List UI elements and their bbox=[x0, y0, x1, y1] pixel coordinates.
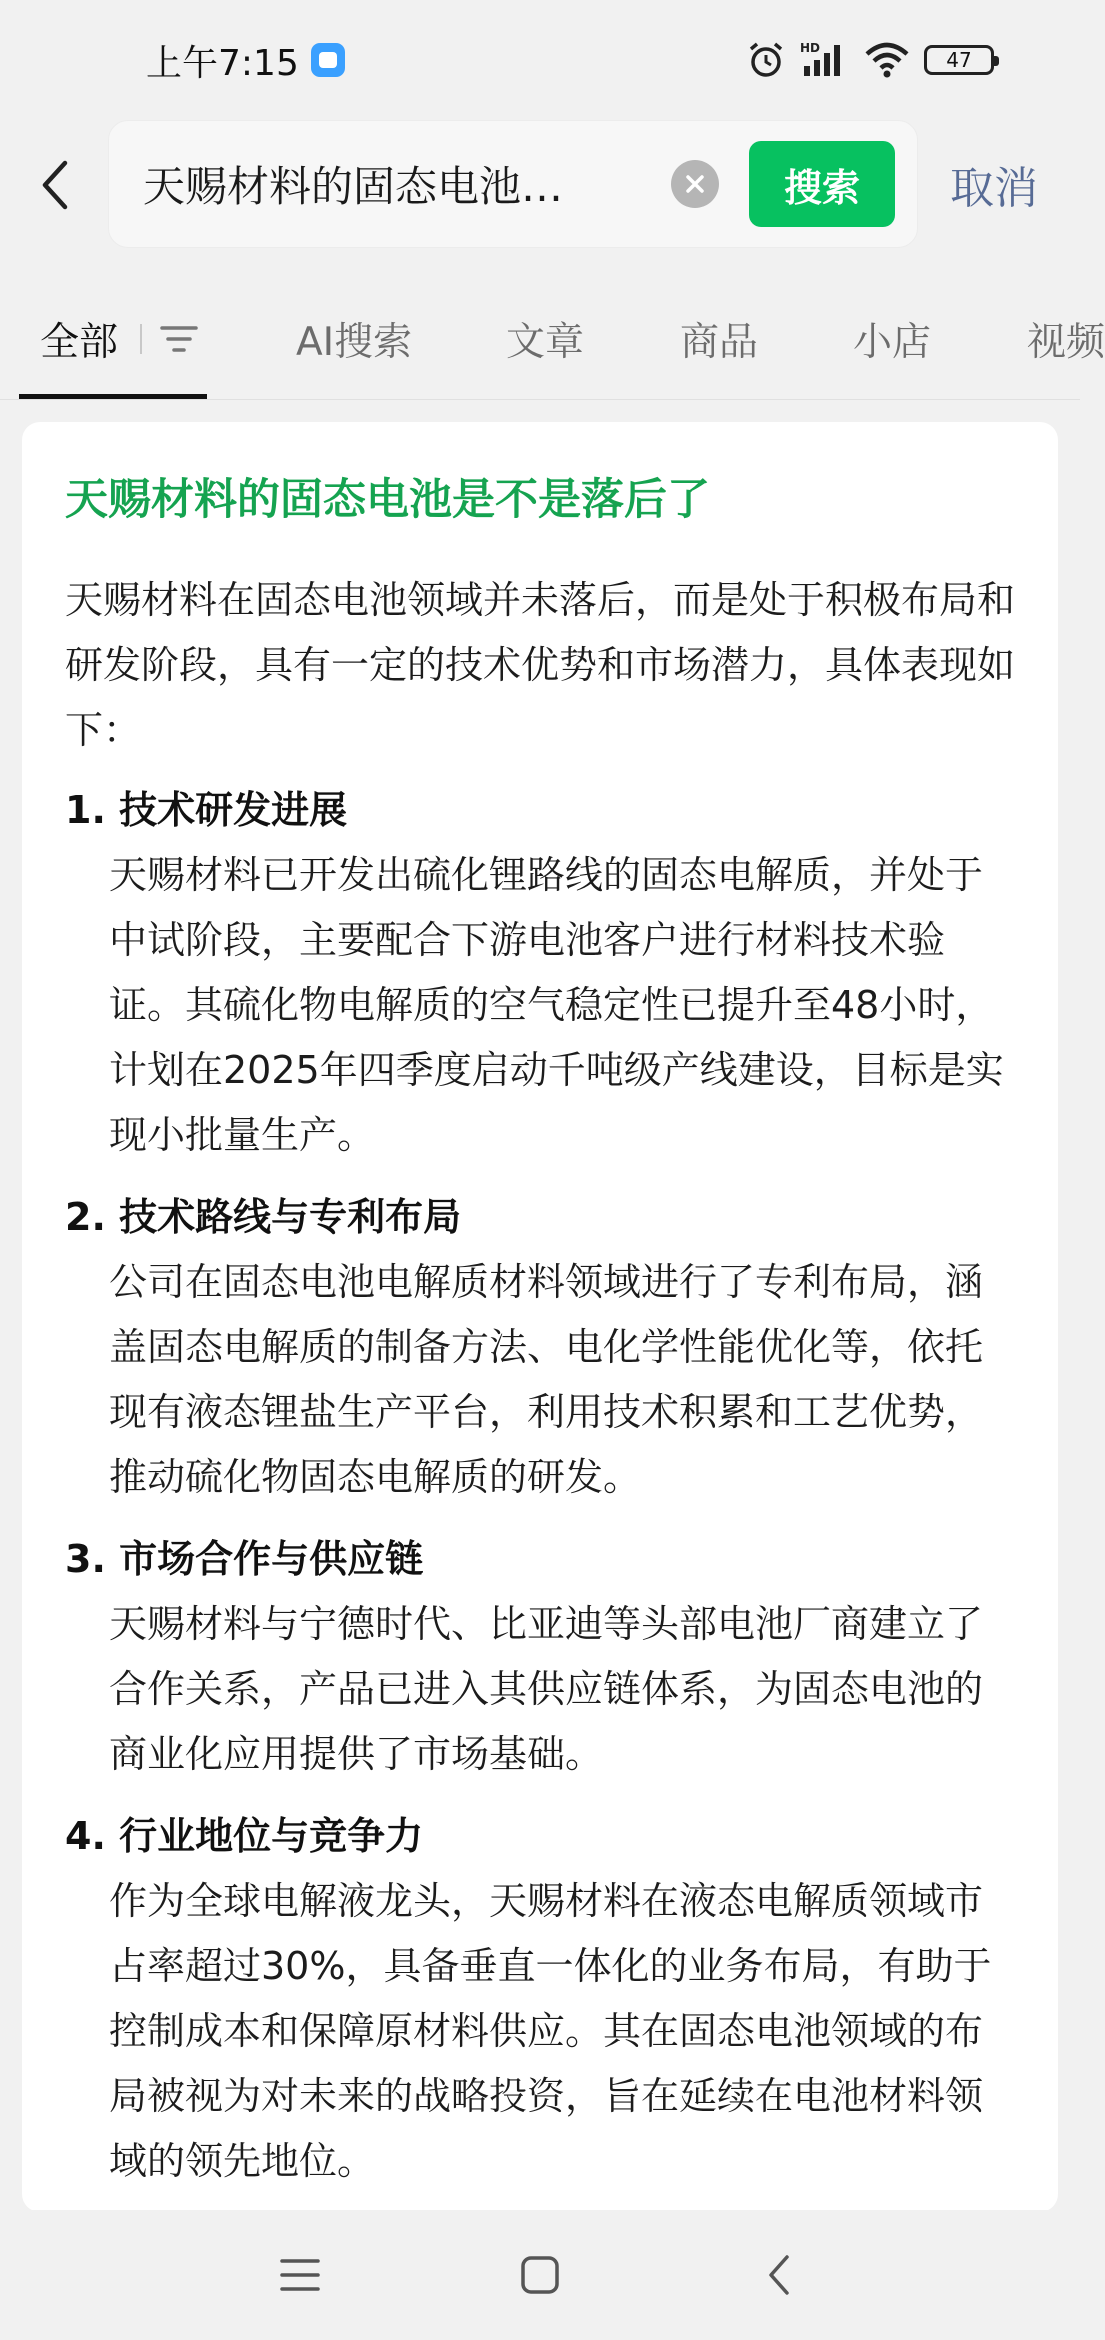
chevron-left-icon bbox=[765, 2253, 795, 2297]
tab-ai-search[interactable] bbox=[296, 278, 412, 400]
tab-label: 文章 bbox=[506, 320, 585, 365]
answer-section bbox=[65, 1184, 1016, 1510]
clear-icon[interactable] bbox=[671, 160, 719, 208]
battery-indicator bbox=[924, 45, 994, 75]
search-box[interactable] bbox=[108, 120, 918, 248]
status-right bbox=[746, 40, 994, 80]
answer-section bbox=[65, 1803, 1016, 2194]
chevron-left-icon bbox=[35, 157, 75, 213]
filter-icon[interactable] bbox=[160, 324, 198, 354]
home-button[interactable] bbox=[420, 2210, 660, 2340]
search-button[interactable]: 搜索 bbox=[749, 141, 895, 227]
status-time: 上午7:15 bbox=[146, 42, 299, 84]
section-heading: 2. 技术路线与专利布局 bbox=[65, 1195, 462, 1239]
svg-text:HD: HD bbox=[800, 41, 821, 55]
tab-label: 视频 bbox=[1027, 320, 1105, 365]
tab-products[interactable] bbox=[680, 278, 758, 400]
section-body: 天赐材料与宁德时代、比亚迪等头部电池厂商建立了合作关系，产品已进入其供应链体系，为固态电池的商业化应用提供了市场基础。 bbox=[109, 1602, 984, 1776]
app-notification-icon bbox=[311, 43, 345, 77]
status-left bbox=[146, 35, 345, 86]
tab-bar bbox=[0, 278, 1105, 400]
section-heading: 4. 行业地位与竞争力 bbox=[65, 1814, 424, 1858]
search-header bbox=[0, 120, 1080, 250]
status-bar bbox=[0, 0, 1080, 120]
section-heading: 3. 市场合作与供应链 bbox=[65, 1537, 424, 1581]
tab-videos[interactable] bbox=[1027, 278, 1105, 400]
tab-articles[interactable] bbox=[506, 278, 584, 400]
search-input[interactable]: 天赐材料的固态电池… bbox=[143, 162, 564, 211]
section-heading: 1. 技术研发进展 bbox=[65, 788, 348, 832]
wifi-icon bbox=[864, 40, 910, 80]
answer-section bbox=[65, 777, 1016, 1168]
cancel-button[interactable]: 取消 bbox=[950, 163, 1038, 214]
section-body: 作为全球电解液龙头，天赐材料在液态电解质领域市占率超过30%，具备垂直一体化的业务布局，有助于控制成本和保障原材料供应。其在固态电池领域的布局被视为对未来的战略投资，旨在延续在电池材料领域的领先地位。 bbox=[109, 1879, 992, 2183]
tab-label: AI搜索 bbox=[296, 320, 413, 365]
answer-intro: 天赐材料在固态电池领域并未落后，而是处于积极布局和研发阶段，具有一定的技术优势和市场潜力，具体表现如下： bbox=[65, 578, 1016, 752]
signal-icon bbox=[800, 40, 850, 80]
section-body: 公司在固态电池电解质材料领域进行了专利布局，涵盖固态电解质的制备方法、电化学性能优化等，依托现有液态锂盐生产平台，利用技术积累和工艺优势，推动硫化物固态电解质的研发。 bbox=[109, 1260, 984, 1499]
menu-button[interactable] bbox=[180, 2210, 420, 2340]
menu-icon bbox=[278, 2255, 322, 2295]
tab-label: 全部 bbox=[40, 320, 119, 365]
tab-label: 商品 bbox=[680, 320, 759, 365]
home-icon bbox=[520, 2255, 560, 2295]
close-icon bbox=[684, 173, 706, 195]
system-back-button[interactable] bbox=[660, 2210, 900, 2340]
tab-label: 小店 bbox=[853, 320, 932, 365]
system-nav-bar bbox=[0, 2210, 1080, 2340]
battery-level: 47 bbox=[946, 48, 972, 72]
answer-section bbox=[65, 1526, 1016, 1787]
answer-card bbox=[22, 422, 1058, 2212]
tab-divider bbox=[140, 324, 142, 354]
tab-all[interactable] bbox=[40, 278, 198, 400]
tab-shops[interactable] bbox=[853, 278, 931, 400]
active-tab-indicator bbox=[19, 394, 207, 399]
back-button[interactable] bbox=[0, 120, 110, 250]
section-body: 天赐材料已开发出硫化锂路线的固态电解质，并处于中试阶段，主要配合下游电池客户进行材料技术验证。其硫化物电解质的空气稳定性已提升至48小时，计划在2025年四季度启动千吨级产线建设，目标是实现小批量生产。 bbox=[109, 853, 1004, 1157]
answer-title[interactable]: 天赐材料的固态电池是不是落后了 bbox=[65, 475, 710, 525]
alarm-icon bbox=[746, 40, 786, 80]
